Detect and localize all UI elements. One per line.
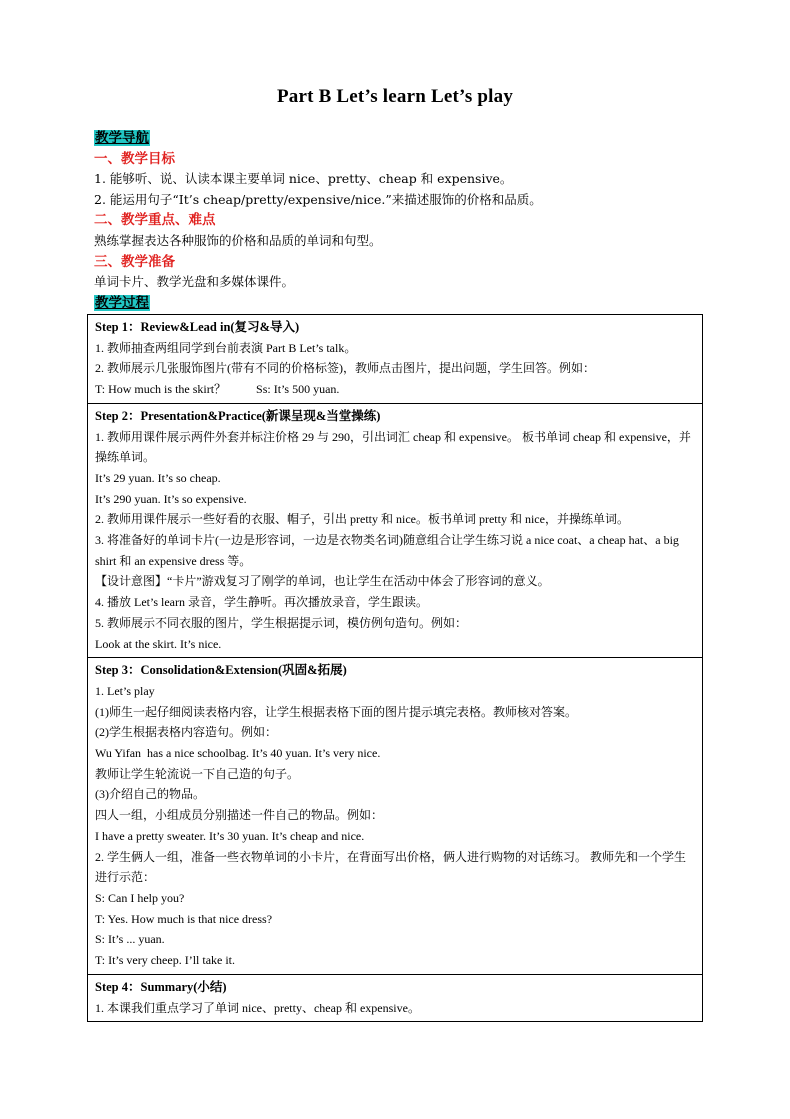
guide-heading: 教学导航 — [95, 130, 149, 146]
step-heading: Step 2：Presentation&Practice(新课呈现&当堂操练) — [95, 408, 381, 423]
dialogue-line: S: It’s ... yuan. — [95, 932, 165, 947]
step-cell — [88, 658, 703, 975]
step-line: 1. Let’s play — [95, 683, 155, 698]
page-title: Part B Let’s learn Let’s play — [276, 86, 514, 107]
step-cell — [88, 974, 703, 1021]
step-line: T: How much is the skirt？ Ss: It’s 500 yuan. — [95, 382, 340, 397]
step-line: Wu Yifan has a nice schoolbag. It’s 40 yuan. It’s very nice. — [95, 746, 381, 761]
step-line: (3)介绍自己的物品。 — [95, 787, 205, 802]
step-row — [88, 658, 703, 975]
objective-item: 1. 能够听、说、认读本课主要单词 nice、pretty、cheap 和 expensive。 — [94, 171, 513, 187]
step-line: 1. 本课我们重点学习了单词 nice、pretty、cheap 和 expensive。 — [95, 1000, 420, 1015]
step-heading: Step 4：Summary(小结) — [95, 979, 227, 994]
step-heading: Step 1：Review&Lead in(复习&导入) — [95, 320, 300, 334]
step-line: It’s 290 yuan. It’s so expensive. — [95, 491, 247, 506]
step-cell — [88, 315, 703, 404]
step-heading: Step 3：Consolidation&Extension(巩固&拓展) — [95, 663, 347, 678]
objective-item: 2. 能运用句子“It’s cheap/pretty/expensive/nice.”来描述服饰的价格和品质。 — [94, 191, 542, 207]
dialogue-line: S: Can I help you? — [95, 890, 185, 905]
design-intent-note: 【设计意图】“卡片”游戏复习了刚学的单词，也让学生在活动中体会了形容词的意义。 — [95, 574, 550, 589]
process-heading: 教学过程 — [95, 294, 149, 311]
keypoints-text: 熟练掌握表达各种服饰的价格和品质的单词和句型。 — [94, 232, 382, 248]
step-line: 2. 学生俩人一组，准备一些衣物单词的小卡片，在背面写出价格，俩人进行购物的对话练习。 教师先和一个学生进行示范： — [95, 849, 687, 885]
step-line: 四人一组，小组成员分别描述一件自己的物品。例如： — [95, 808, 384, 823]
step-line: 1. 教师用课件展示两件外套并标注价格 29 与 290，引出词汇 cheap 和 expensive。 板书单词 cheap 和 expensive，并操练单词。 — [95, 429, 691, 465]
step-line: 4. 播放 Let’s learn 录音，学生静听。再次播放录音，学生跟读。 — [95, 595, 428, 610]
step-line: It’s 29 yuan. It’s so cheap. — [95, 470, 221, 485]
step-row — [88, 974, 703, 1021]
teaching-guide — [94, 128, 714, 313]
step-line: 5. 教师展示不同衣服的图片，学生根据提示词，模仿例句造句。例如： — [95, 615, 468, 630]
keypoints-title: 二、教学重点、难点 — [94, 212, 216, 229]
step-line: 1. 教师抽查两组同学到台前表演 Part B Let’s talk。 — [95, 340, 357, 355]
step-line: (2)学生根据表格内容造句。例如： — [95, 725, 277, 740]
prep-text: 单词卡片、教学光盘和多媒体课件。 — [94, 274, 295, 290]
step-row — [88, 403, 703, 657]
dialogue-line: T: It’s very cheep. I’ll take it. — [95, 953, 236, 968]
objectives-title: 一、教学目标 — [94, 150, 175, 167]
step-line: Look at the skirt. It’s nice. — [95, 636, 222, 651]
dialogue-line: T: Yes. How much is that nice dress? — [95, 911, 273, 926]
step-line: 2. 教师展示几张服饰图片(带有不同的价格标签)，教师点击图片，提出问题，学生回答。例如： — [95, 361, 595, 376]
step-line: 2. 教师用课件展示一些好看的衣服、帽子，引出 pretty 和 nice。板书单词 pretty 和 nice，并操练单词。 — [95, 512, 629, 527]
step-row — [88, 315, 703, 404]
teaching-process-table — [87, 314, 703, 1022]
step-line: I have a pretty sweater. It’s 30 yuan. It’s cheap and nice. — [95, 828, 365, 843]
step-line: (1)师生一起仔细阅读表格内容，让学生根据表格下面的图片提示填完表格。教师核对答案。 — [95, 704, 577, 719]
step-line: 教师让学生轮流说一下自己造的句子。 — [95, 766, 300, 781]
step-cell — [88, 403, 703, 657]
step-line: 3. 将准备好的单词卡片(一边是形容词，一边是衣物类名词)随意组合让学生练习说 a nice coat、a cheap hat、a big shirt 和 an expensive dress 等。 — [95, 533, 679, 568]
prep-title: 三、教学准备 — [94, 253, 175, 270]
